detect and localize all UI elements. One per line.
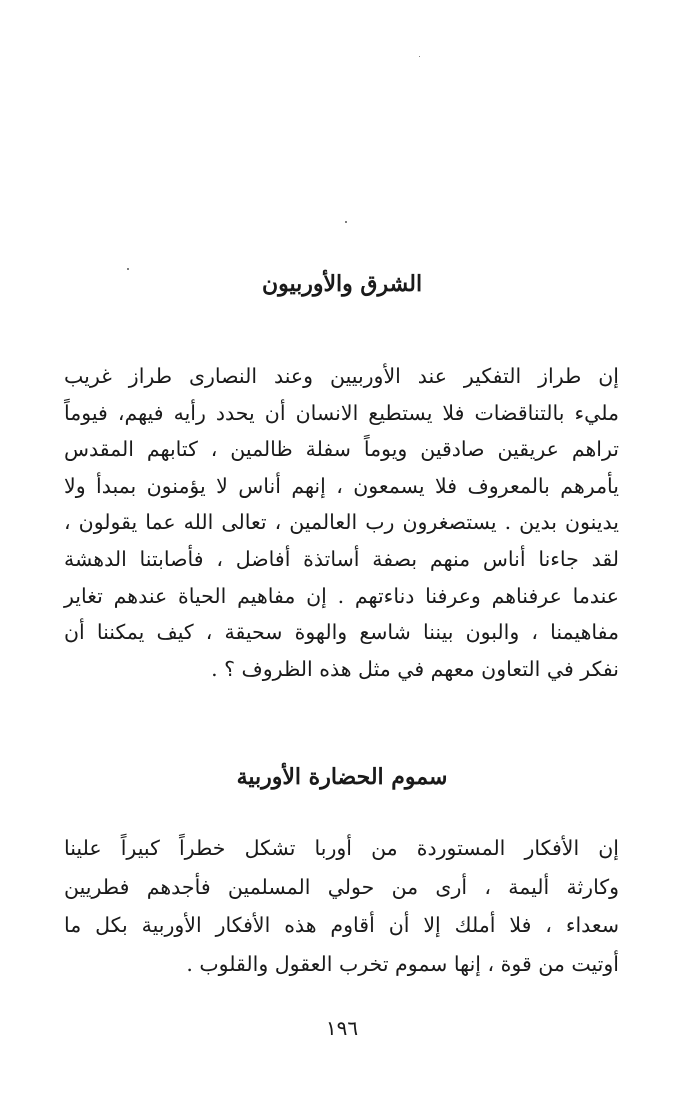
- text-line: وكارثة أليمة ، أرى من حولي المسلمين فأجدهم فطريين: [64, 874, 619, 899]
- section-heading-east-and-europeans: الشرق والأوربيون: [261, 271, 423, 297]
- paragraph-european-civilization-poisons: [64, 829, 619, 983]
- section-heading-european-civilization-poisons: سموم الحضارة الأوربية: [236, 764, 448, 790]
- text-line: مفاهيمنا ، والبون بيننا شاسع والهوة سحيقة ، كيف يمكننا أن: [64, 620, 619, 645]
- text-line: أوتيت من قوة ، إنها سموم تخرب العقول والقلوب .: [186, 951, 619, 976]
- page-number: ١٩٦: [325, 1016, 359, 1040]
- text-line: إن الأفكار المستوردة من أوربا تشكل خطراً كبيراً علينا: [64, 836, 619, 860]
- scan-speck: [345, 221, 347, 223]
- text-line: لقد جاءنا أناس منهم بصفة أساتذة أفاضل ، فأصابتنا الدهشة: [64, 546, 619, 571]
- text-line: عندما عرفناهم وعرفنا دناءتهم . إن مفاهيم الحياة عندهم تغاير: [64, 583, 619, 608]
- text-line: إن طراز التفكير عند الأوربيين وعند النصارى طراز غريب: [64, 364, 619, 388]
- text-line: نفكر في التعاون معهم في مثل هذه الظروف ؟ .: [211, 656, 619, 681]
- text-line: سعداء ، فلا أملك إلا أن أقاوم هذه الأفكار الأوربية بكل ما: [64, 913, 619, 937]
- text-line: مليء بالتناقضات فلا يستطيع الانسان أن يحدد رأيه فيهم، فيوماً: [64, 400, 619, 425]
- text-line: يدينون بدين . يستصغرون رب العالمين ، تعالى الله عما يقولون ،: [64, 510, 619, 535]
- text-line: يأمرهم بالمعروف فلا يسمعون ، إنهم أناس لا يؤمنون بمبدأ ولا: [64, 473, 619, 498]
- scan-speck: [419, 56, 420, 57]
- paragraph-east-and-europeans: [64, 358, 619, 687]
- text-line: تراهم عريقين صادقين ويوماً سفلة ظالمين ، كتابهم المقدس: [64, 437, 619, 462]
